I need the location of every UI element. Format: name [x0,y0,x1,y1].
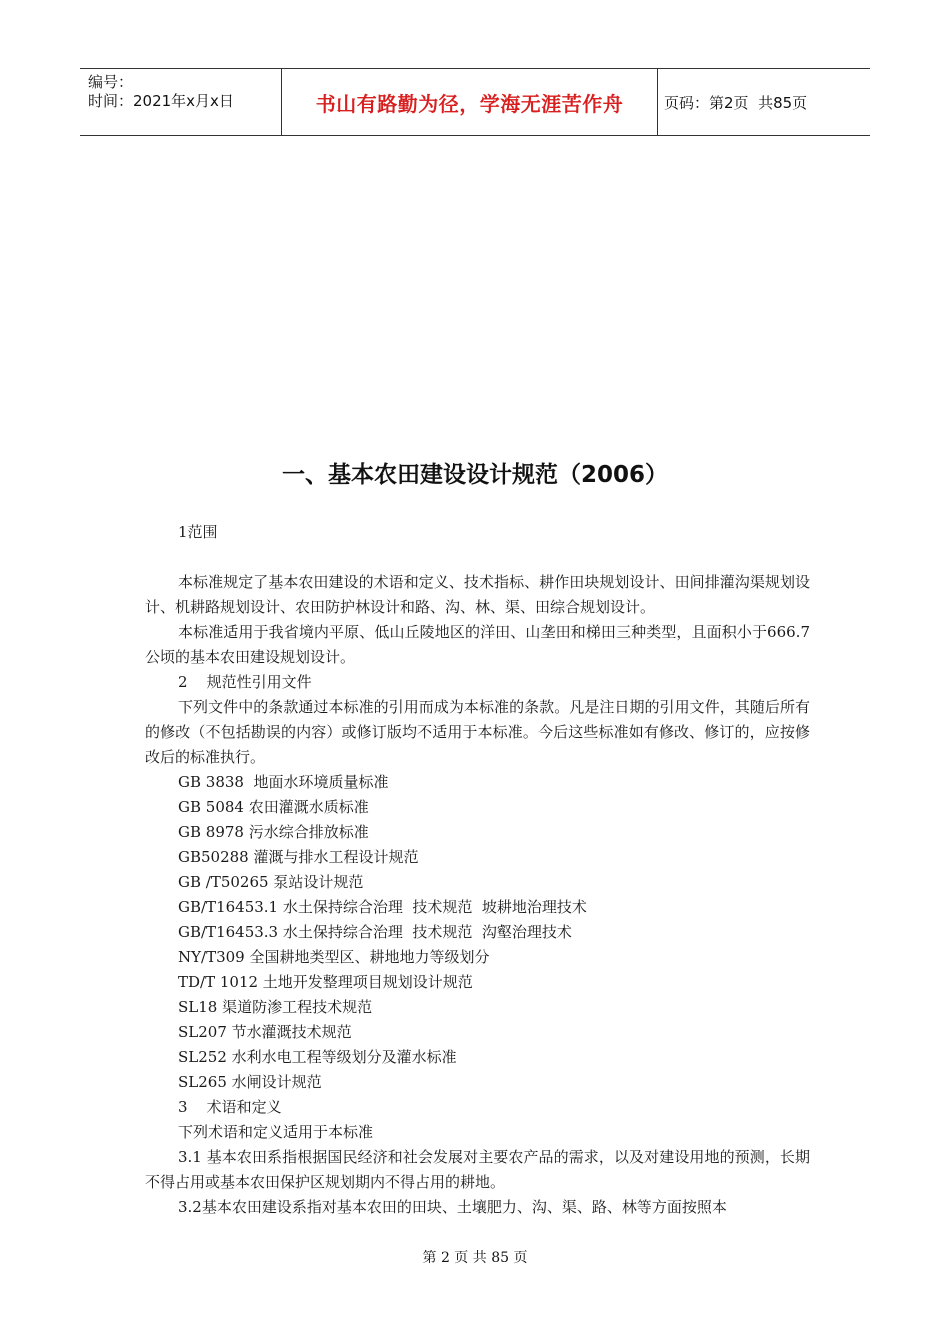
document-title: 一、基本农田建设设计规范（2006） [281,462,668,488]
document-body [145,520,810,1220]
section-2-paragraph-1: 下列文件中的条款通过本标准的引用而成为本标准的条款。凡是注日期的引用文件，其随后所有的修改（不包括勘误的内容）或修订版均不适用于本标准。今后这些标准如有修改、修订的，应按修改后的标准执行。 [145,698,810,766]
reference-item: SL252 水利水电工程等级划分及灌水标准 [178,1048,457,1066]
reference-item: SL207 节水灌溉技术规范 [178,1023,352,1041]
reference-item: GB/T16453.3 水土保持综合治理 技术规范 沟壑治理技术 [178,923,572,941]
reference-item: GB50288 灌溉与排水工程设计规范 [178,848,419,866]
definition-3-1: 3.1 基本农田系指根据国民经济和社会发展对主要农产品的需求，以及对建设用地的预测，长期不得占用或基本农田保护区规划期内不得占用的耕地。 [145,1148,810,1191]
spacer [145,545,810,570]
section-1-paragraph-1: 本标准规定了基本农田建设的术语和定义、技术指标、耕作田块规划设计、田间排灌沟渠规划设计、机耕路规划设计、农田防护林设计和路、沟、林、渠、田综合规划设计。 [145,573,810,616]
page-info-text: 页码：第2页 共85页 [664,93,808,112]
time-label: 时间：2021年x月x日 [88,92,234,110]
page-footer: 第 2 页 共 85 页 [422,1250,528,1266]
reference-item: NY/T309 全国耕地类型区、耕地地力等级划分 [178,948,490,966]
reference-item: SL265 水闸设计规范 [178,1073,322,1091]
section-3-intro: 下列术语和定义适用于本标准 [178,1123,374,1141]
reference-item: GB 5084 农田灌溉水质标准 [178,798,369,816]
reference-item: TD/T 1012 土地开发整理项目规划设计规范 [178,973,473,991]
definition-3-2: 3.2基本农田建设系指对基本农田的田块、土壤肥力、沟、渠、路、林等方面按照本 [178,1198,727,1216]
section-3-heading: 3 术语和定义 [178,1098,282,1116]
reference-item: GB 3838 地面水环境质量标准 [178,773,389,791]
section-2-heading: 2 规范性引用文件 [178,673,312,691]
reference-item: GB 8978 污水综合排放标准 [178,823,369,841]
reference-item: GB/T16453.1 水土保持综合治理 技术规范 坡耕地治理技术 [178,898,587,916]
number-label: 编号： [88,73,134,91]
header-meta [80,69,282,135]
header-table [80,68,870,136]
section-1-paragraph-2: 本标准适用于我省境内平原、低山丘陵地区的洋田、山垄田和梯田三种类型，且面积小于666.7公顷的基本农田建设规划设计。 [145,623,810,666]
header-motto: 书山有路勤为径，学海无涯苦作舟 [282,69,658,135]
reference-item: GB /T50265 泵站设计规范 [178,873,364,891]
reference-item: SL18 渠道防渗工程技术规范 [178,998,373,1016]
header-page-info [658,69,870,135]
section-1-heading: 1范围 [178,523,218,541]
